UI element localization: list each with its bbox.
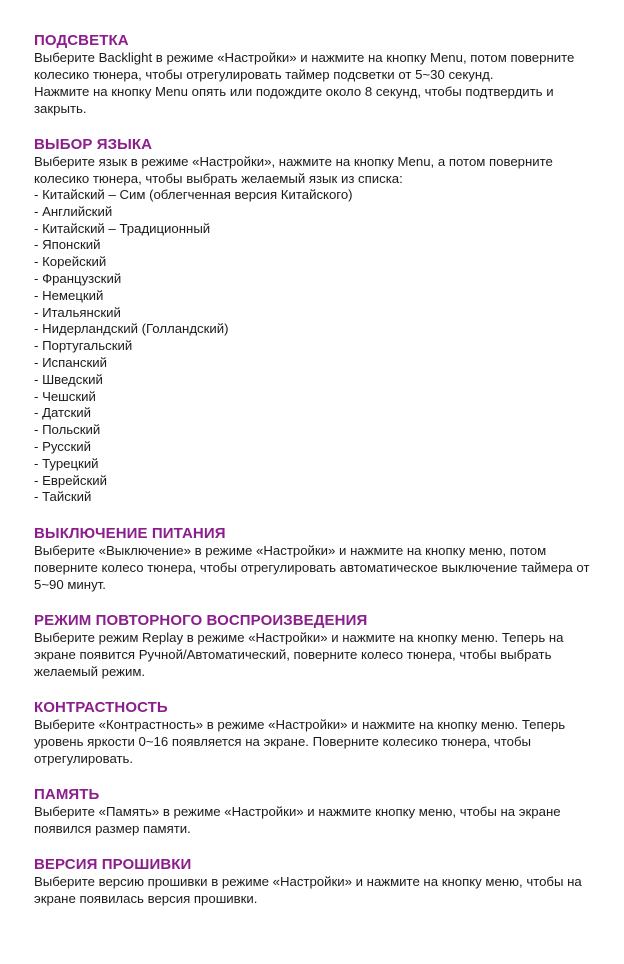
section-memory	[34, 786, 594, 837]
language-item: - Португальский	[34, 338, 594, 355]
section-text: Выберите «Контрастность» в режиме «Настройки» и нажмите на кнопку меню. Теперь уровень яркости 0~16 появляется на экране. Поверните колесико тюнера, чтобы отрегулировать.	[34, 717, 566, 767]
language-item: - Итальянский	[34, 305, 594, 322]
section-title: ПАМЯТЬ	[34, 786, 100, 804]
language-item: - Чешский	[34, 389, 594, 406]
language-item: - Еврейский	[34, 473, 594, 490]
section-title: ВЫБОР ЯЗЫКА	[34, 136, 153, 153]
language-item: - Датский	[34, 405, 594, 422]
section-text: Выберите «Выключение» в режиме «Настройки» и нажмите на кнопку меню, потом поверните колесо тюнера, чтобы отрегулировать автоматическое выключение таймера от 5~90 минут.	[34, 543, 590, 593]
language-item: - Китайский – Традиционный	[34, 221, 594, 238]
language-list	[34, 187, 594, 506]
section-title: ПОДСВЕТКА	[34, 32, 129, 49]
section-text: Выберите режим Replay в режиме «Настройки» и нажмите на кнопку меню. Теперь на экране появится Ручной/Автоматический, поверните колесо тюнера, чтобы выбрать желаемый режим.	[34, 630, 564, 680]
language-item: - Тайский	[34, 489, 594, 506]
language-item: - Немецкий	[34, 288, 594, 305]
section-title: КОНТРАСТНОСТЬ	[34, 699, 168, 717]
section-title: РЕЖИМ ПОВТОРНОГО ВОСПРОИЗВЕДЕНИЯ	[34, 612, 368, 630]
section-language	[34, 136, 594, 506]
language-item: - Китайский – Сим (облегченная версия Китайского)	[34, 187, 594, 204]
language-item: - Корейский	[34, 254, 594, 271]
section-replay	[34, 612, 594, 680]
section-text: Выберите версию прошивки в режиме «Настройки» и нажмите на кнопку меню, чтобы на экране появилась версия прошивки.	[34, 874, 582, 907]
language-item: - Нидерландский (Голландский)	[34, 321, 594, 338]
manual-page	[34, 32, 594, 926]
language-item: - Русский	[34, 439, 594, 456]
language-item: - Турецкий	[34, 456, 594, 473]
language-item: - Шведский	[34, 372, 594, 389]
section-text: Выберите язык в режиме «Настройки», нажмите на кнопку Menu, а потом поверните колесико тюнера, чтобы выбрать желаемый язык из списка:	[34, 154, 553, 186]
section-title: ВЫКЛЮЧЕНИЕ ПИТАНИЯ	[34, 525, 226, 543]
language-item: - Японский	[34, 237, 594, 254]
section-firmware	[34, 856, 594, 907]
section-power-off	[34, 525, 594, 593]
language-item: - Польский	[34, 422, 594, 439]
section-text: Выберите «Память» в режиме «Настройки» и нажмите кнопку меню, чтобы на экране появился размер памяти.	[34, 804, 561, 837]
language-item: - Английский	[34, 204, 594, 221]
section-backlight	[34, 32, 594, 117]
language-item: - Французский	[34, 271, 594, 288]
section-title: ВЕРСИЯ ПРОШИВКИ	[34, 856, 192, 874]
section-text: Нажмите на кнопку Menu опять или подождите около 8 секунд, чтобы подтвердить и закрыть.	[34, 84, 554, 116]
section-text: Выберите Backlight в режиме «Настройки» и нажмите на кнопку Menu, потом поверните колесико тюнера, чтобы отрегулировать таймер подсветки от 5~30 секунд.	[34, 50, 575, 82]
section-contrast	[34, 699, 594, 767]
language-item: - Испанский	[34, 355, 594, 372]
